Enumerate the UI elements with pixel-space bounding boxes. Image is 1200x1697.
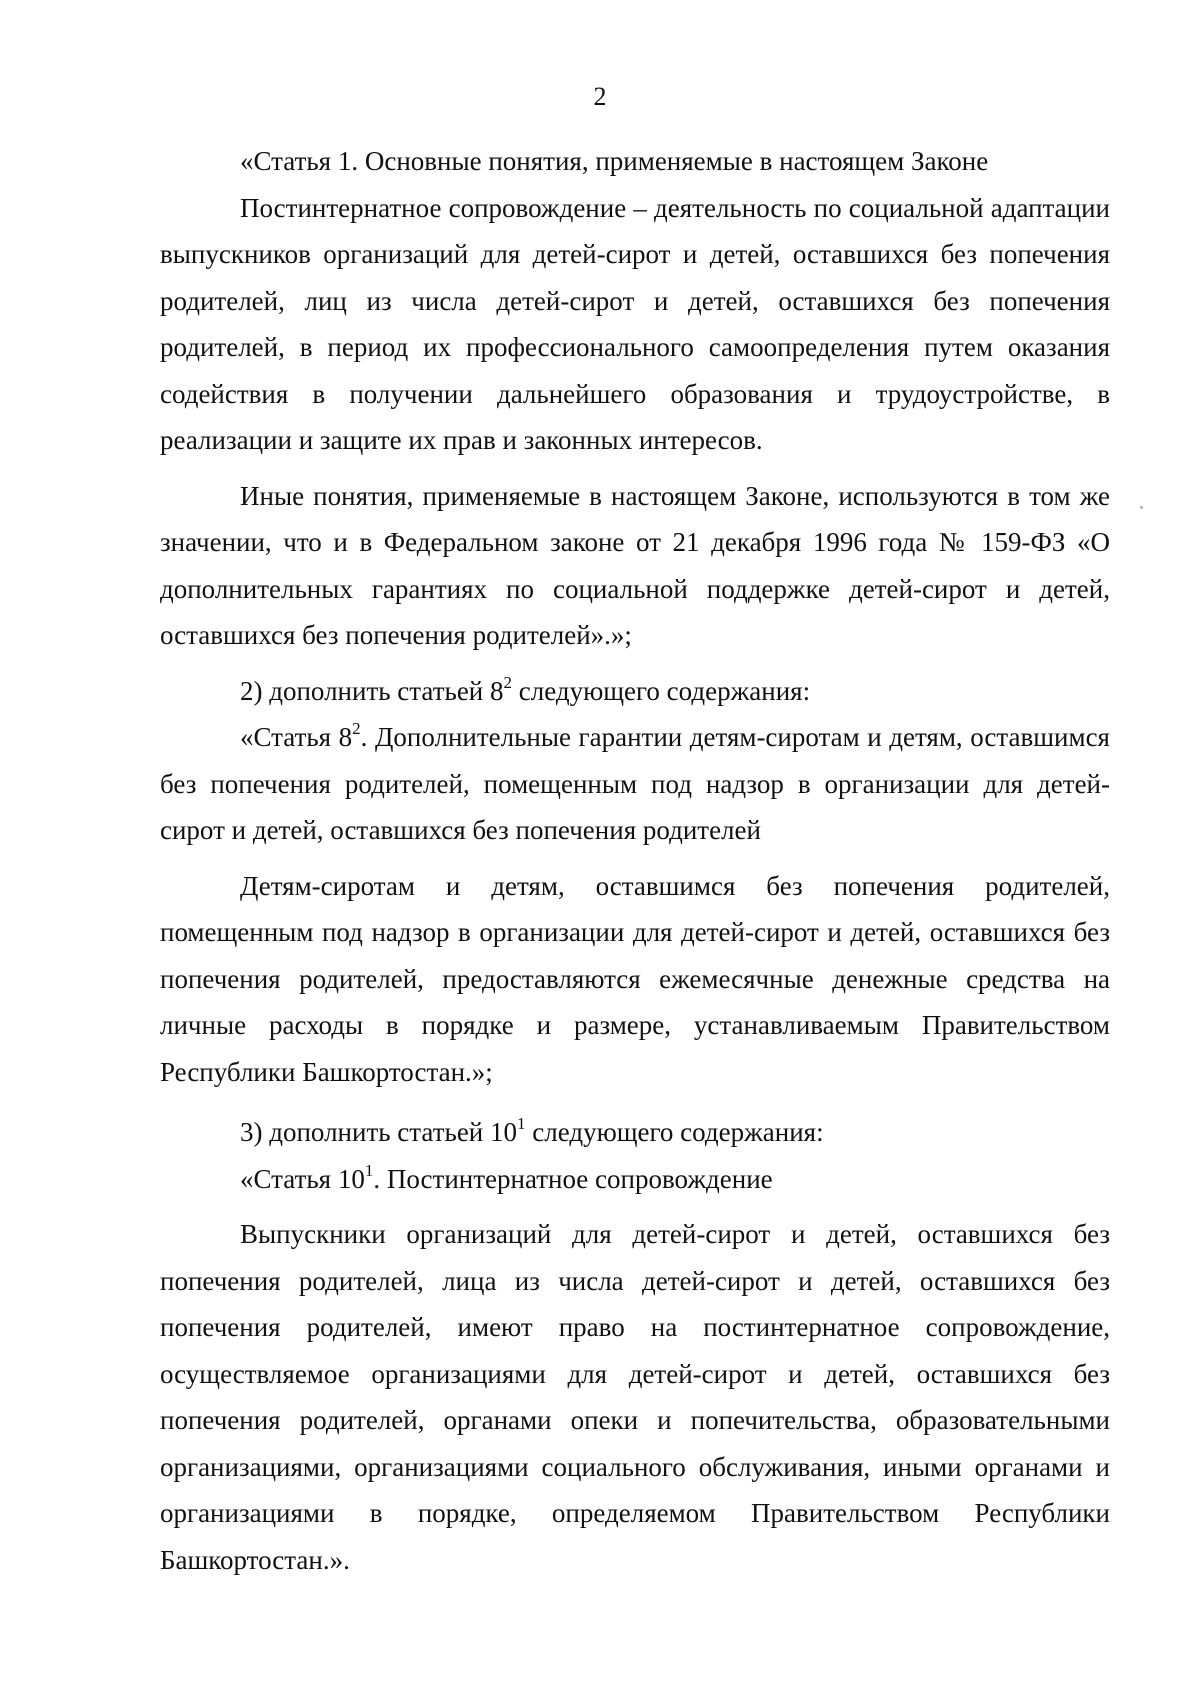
- amendment-item-2-text: 2) дополнить статьей 8: [240, 675, 504, 706]
- article-10-1-paragraph: Выпускники организаций для детей-сирот и детей, оставшихся без попечения родителей, лица из числа детей-сирот и детей, оставшихся без попечения родителей, имеют право на постинтернатное сопровождение, осуществляемое организациями для детей-сирот и детей, оставшихся без попечения родителей, органами опеки и попечительства, образовательными организациями, организациями социального обслуживания, иными органами и организациями в порядке, определяемом Правительством Республики Башкортостан.».: [160, 1219, 1110, 1575]
- article-8-2-superscript: 2: [352, 719, 361, 738]
- article-8-2-heading: [160, 714, 1110, 854]
- scan-speck: [1140, 506, 1143, 509]
- article-10-1-superscript: 1: [364, 1160, 374, 1180]
- article-10-1-heading-rest: . Постинтернатное сопровождение: [373, 1163, 773, 1194]
- amendment-item-3-text-end: следующего содержания:: [525, 1117, 824, 1147]
- amendment-item-3-superscript: 1: [517, 1114, 526, 1133]
- article-1-heading: «Статья 1. Основные понятия, применяемые в настоящем Законе: [240, 146, 989, 176]
- article-10-1-heading: [160, 1156, 1110, 1203]
- page-number: 2: [593, 82, 607, 111]
- amendment-item-2-superscript: 2: [503, 672, 513, 692]
- amendment-item-3-text: 3) дополнить статьей 10: [240, 1117, 518, 1147]
- article-8-2-heading-start: «Статья 8: [240, 722, 353, 752]
- article-8-2-heading-rest: . Дополнительные гарантии детям-сиротам и детям, оставшимся без попечения родителей, помещенным под надзор в организации для детей-сирот и детей, оставшихся без попечения родителей: [160, 722, 1110, 845]
- amendment-item-2-text-end: следующего содержания:: [512, 675, 811, 706]
- article-10-1-heading-start: «Статья 10: [240, 1163, 365, 1194]
- document-body: [160, 138, 1110, 1583]
- article-1-other-terms-paragraph: Иные понятия, применяемые в настоящем Законе, используются в том же значении, что и в Федеральном законе от 21 декабря 1996 года № 159-ФЗ «О дополнительных гарантиях по социальной поддержке детей-сирот и детей, оставшихся без попечения родителей».»;: [160, 480, 1110, 650]
- amendment-item-2: [160, 668, 1110, 715]
- article-8-2-paragraph: Детям-сиротам и детям, оставшимся без попечения родителей, помещенным под надзор в организации для детей-сирот и детей, оставшихся без попечения родителей, предоставляются ежемесячные денежные средства на личные расходы в порядке и размере, устанавливаемым Правительством Республики Башкортостан.»;: [160, 870, 1110, 1087]
- article-1-definition-paragraph: Постинтернатное сопровождение – деятельность по социальной адаптации выпускников организаций для детей-сирот и детей, оставшихся без попечения родителей, лиц из числа детей-сирот и детей, оставшихся без попечения родителей, в период их профессионального самоопределения путем оказания содействия в получении дальнейшего образования и трудоустройстве, в реализации и защите их прав и законных интересов.: [160, 192, 1110, 455]
- amendment-item-3: [160, 1109, 1110, 1156]
